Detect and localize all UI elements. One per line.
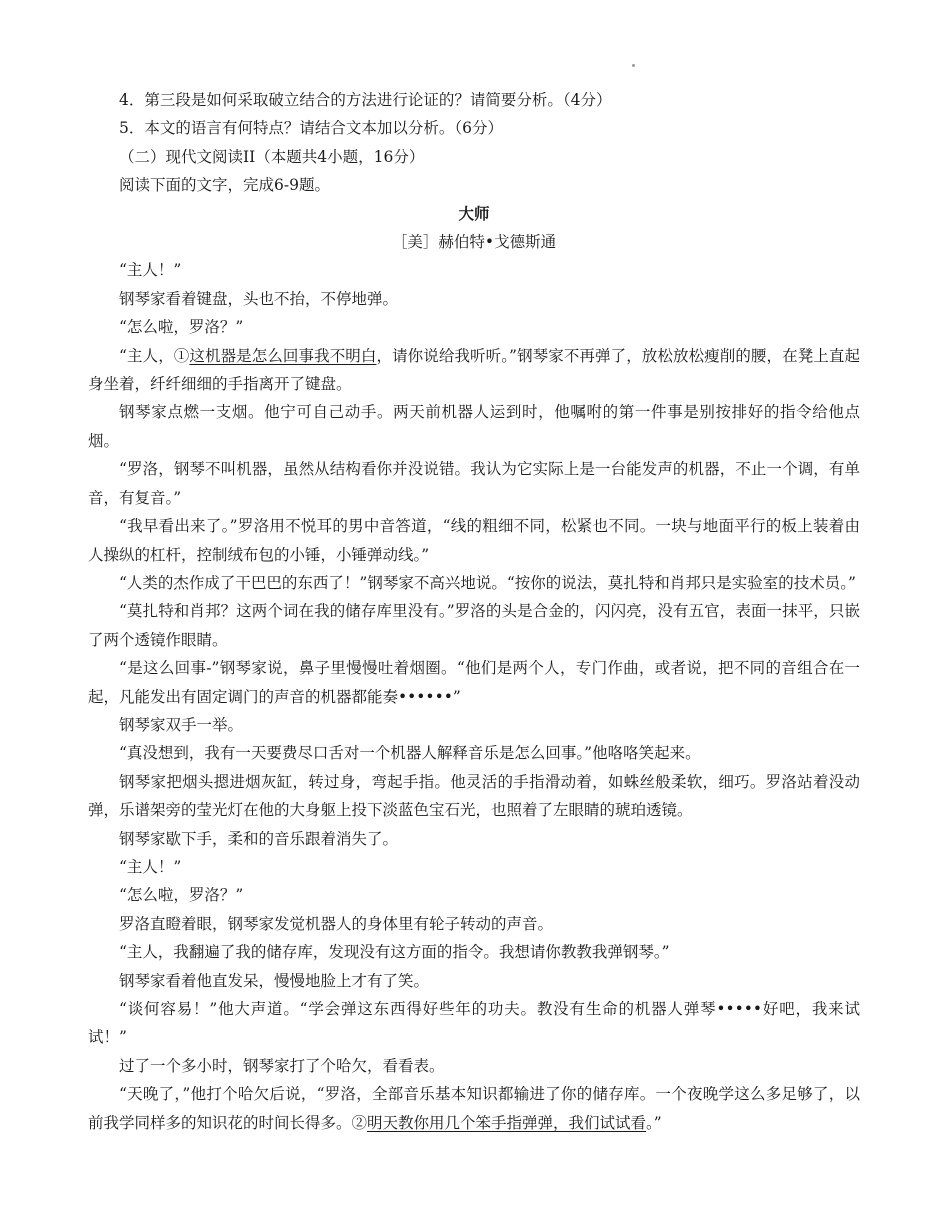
paragraph: 钢琴家看着键盘，头也不抬，不停地弹。 xyxy=(119,289,399,308)
paragraph: 钢琴家看着他直发呆，慢慢地脸上才有了笑。 xyxy=(119,971,430,990)
paragraph: “真没想到，我有一天要费尽口舌对一个机器人解释音乐是怎么回事。”他咯咯笑起来。 xyxy=(119,744,701,763)
story-title: 大师 xyxy=(458,204,490,223)
paragraph: “人类的杰作成了干巴巴的东西了！”钢琴家不高兴地说。“按你的说法，莫扎特和肖邦只是实验室的技术员。” xyxy=(119,573,856,592)
text-span: “主人，① xyxy=(119,346,190,365)
paragraph: “莫扎特和肖邦？这两个词在我的储存库里没有。”罗洛的头是合金的，闪闪亮，没有五官，表面一抹平，只嵌了两个透镜作眼睛。 xyxy=(88,602,860,649)
text-span: “天晚了，”他打个哈欠后说，“罗洛，全部音乐基本知识都输进了你的储存库。一个夜晚学这么多足够了，以前我学同样多的知识花的时间长得多。② xyxy=(88,1085,860,1132)
paragraph: 钢琴家歇下手，柔和的音乐跟着消失了。 xyxy=(119,829,399,848)
paragraph: 钢琴家双手一举。 xyxy=(119,715,244,734)
paragraph: “罗洛，钢琴不叫机器，虽然从结构看你并没说错。我认为它实际上是一台能发声的机器，不止一个调，有单音，有复音。” xyxy=(88,460,860,507)
paragraph: “我早看出来了。”罗洛用不悦耳的男中音答道，“线的粗细不同，松紧也不同。一块与地面平行的板上装着由人操纵的杠杆，控制绒布包的小锤，小锤弹动线。” xyxy=(88,517,860,564)
scan-dot xyxy=(632,64,635,67)
paragraph: 钢琴家把烟头摁进烟灰缸，转过身，弯起手指。他灵活的手指滑动着，如蛛丝般柔软，细巧。罗洛站着没动弹，乐谱架旁的莹光灯在他的大身躯上投下淡蓝色宝石光，也照着了左眼睛的琥珀透镜。 xyxy=(88,772,860,820)
paragraph xyxy=(88,342,860,399)
paragraph: “主人！” xyxy=(119,857,182,876)
paragraph: “主人，我翻遍了我的储存库，发现没有这方面的指令。我想请你教教我弹钢琴。” xyxy=(119,943,670,962)
underlined-sentence-1: 这机器是怎么回事我不明白 xyxy=(189,346,377,365)
question-4: 4．第三段是如何采取破立结合的方法进行论证的？请简要分析。（4分） xyxy=(119,91,612,109)
text-span: ，请你说给我听听。”钢琴家不再弹了，放松放松瘦削的腰，在凳上直起身坐着，纤纤细细的手指离开了键盘。 xyxy=(88,346,860,394)
paragraph: “怎么啦，罗洛？” xyxy=(119,318,244,337)
underlined-sentence-2: 明天教你用几个笨手指弹弹，我们试试看 xyxy=(367,1113,647,1132)
paragraph: “主人！” xyxy=(119,261,182,280)
reading-instruction: 阅读下面的文字，完成6-9题。 xyxy=(119,176,330,195)
paragraph xyxy=(88,1080,860,1137)
question-5: 5．本文的语言有何特点？请结合文本加以分析。（6分） xyxy=(119,119,503,138)
paragraph: 罗洛直瞪着眼，钢琴家发觉机器人的身体里有轮子转动的声音。 xyxy=(119,914,554,933)
document-page xyxy=(88,86,860,1137)
paragraph: “谈何容易！”他大声道。“学会弹这东西得好些年的功夫。教没有生命的机器人弹琴•••••好吧，我来试试！” xyxy=(88,1000,860,1047)
story-author: ［美］赫伯特•戈德斯通 xyxy=(391,233,557,252)
paragraph: 过了一个多小时，钢琴家打了个哈欠，看看表。 xyxy=(119,1056,445,1075)
section-heading: （二）现代文阅读II（本题共4小题，16分） xyxy=(119,147,425,166)
text-span: 。” xyxy=(646,1113,662,1132)
paragraph: “怎么啦，罗洛？” xyxy=(119,886,244,905)
paragraph: 钢琴家点燃一支烟。他宁可自己动手。两天前机器人运到时，他嘱咐的第一件事是别按排好的指令给他点烟。 xyxy=(88,403,860,450)
paragraph: “是这么回事-”钢琴家说，鼻子里慢慢吐着烟圈。“他们是两个人，专门作曲，或者说，把不同的音组合在一起，凡能发出有固定调门的声音的机器都能奏••••••” xyxy=(88,659,860,706)
